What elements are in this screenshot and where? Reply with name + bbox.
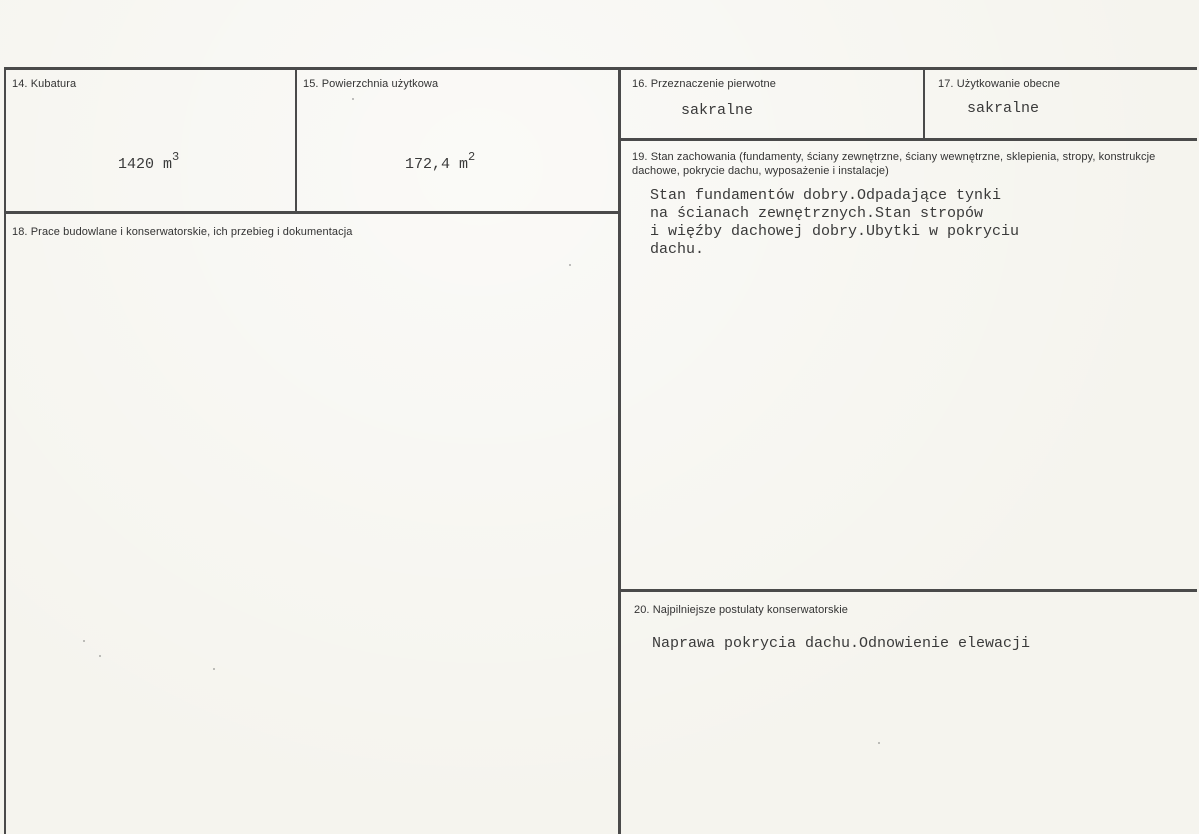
divider-main: [618, 67, 621, 834]
scan-speck: [878, 742, 880, 744]
field-15-value: [405, 152, 475, 173]
field-15-number: 172,4 m: [405, 156, 469, 173]
field-19-label: 19. Stan zachowania (fundamenty, ściany zewnętrzne, ściany wewnętrzne, sklepienia, stropy, konstrukcje dachowe, pokrycie dachu, wyposażenie i instalacje): [632, 151, 1156, 177]
scan-speck: [352, 98, 354, 100]
field-14-unit-exponent: 3: [172, 150, 180, 164]
top-rule: [4, 67, 1197, 70]
field-16-label: 16. Przeznaczenie pierwotne: [632, 78, 776, 90]
field-14-number: 1420 m: [118, 156, 173, 173]
scan-speck: [99, 655, 101, 657]
field-19-value: Stan fundamentów dobry.Odpadające tynki na ścianach zewnętrznych.Stan stropów i więźby dachowej dobry.Ubytki w pokryciu dachu.: [650, 187, 1020, 258]
divider-14-15: [295, 67, 297, 213]
field-15-label: 15. Powierzchnia użytkowa: [303, 78, 439, 90]
field-20-value: Naprawa pokrycia dachu.Odnowienie elewacji: [652, 635, 1031, 652]
scan-speck: [569, 264, 571, 266]
scan-speck: [213, 668, 215, 670]
left-border: [4, 67, 6, 834]
field-20-label: 20. Najpilniejsze postulaty konserwatorskie: [634, 604, 849, 616]
field-14-label: 14. Kubatura: [12, 78, 77, 90]
scan-speck: [83, 640, 85, 642]
field-14-value: [118, 152, 179, 173]
rule-under-19: [618, 589, 1197, 592]
divider-16-17: [923, 67, 925, 140]
rule-under-14-15: [4, 211, 620, 214]
field-15-unit-exponent: 2: [468, 150, 476, 164]
field-16-value: sakralne: [681, 102, 754, 119]
field-17-label: 17. Użytkowanie obecne: [938, 78, 1061, 90]
field-18-label: 18. Prace budowlane i konserwatorskie, ich przebieg i dokumentacja: [12, 226, 353, 238]
rule-under-16-17: [618, 138, 1197, 141]
field-17-value: sakralne: [967, 100, 1040, 117]
